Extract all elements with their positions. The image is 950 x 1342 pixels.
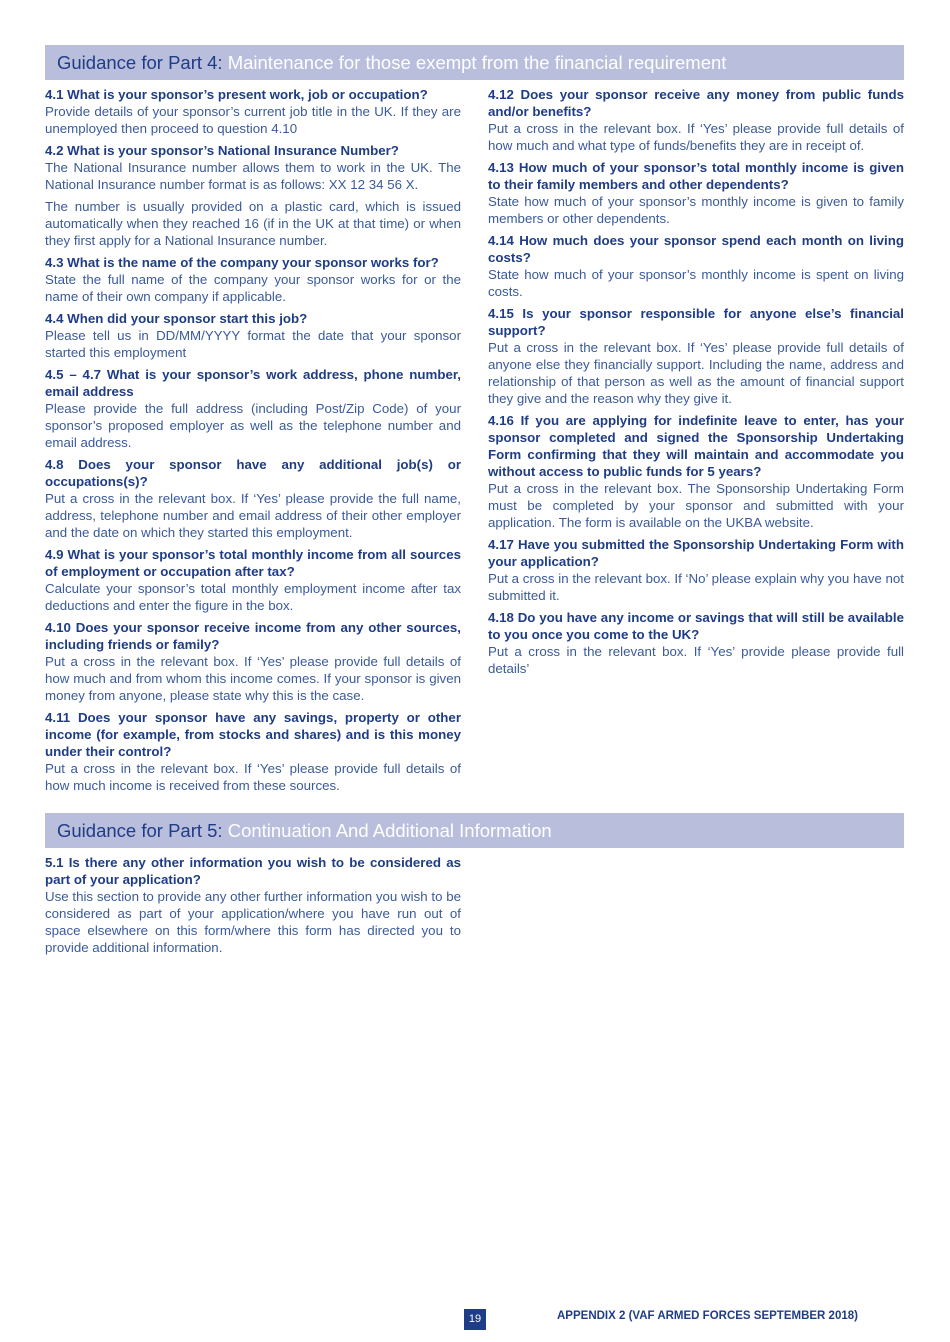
question-heading: 4.15 Is your sponsor responsible for anyone else’s financial support? [488, 306, 904, 338]
answer-text: Calculate your sponsor’s total monthly employment income after tax deductions and enter the figure in the box. [45, 581, 461, 613]
part4-heading [45, 45, 904, 80]
guidance-item [45, 310, 461, 361]
guidance-item [488, 412, 904, 531]
question-heading: 4.9 What is your sponsor’s total monthly income from all sources of employment or occupation after tax? [45, 547, 461, 579]
guidance-item [488, 86, 904, 154]
question-heading: 4.18 Do you have any income or savings that will still be available to you once you come to the UK? [488, 610, 904, 642]
footer-appendix-label: APPENDIX 2 (VAF ARMED FORCES SEPTEMBER 2018) [557, 1310, 858, 1322]
part5-heading [45, 813, 904, 848]
question-heading: 4.5 – 4.7 What is your sponsor’s work address, phone number, email address [45, 367, 461, 399]
page-number: 19 [464, 1309, 486, 1330]
question-heading: 4.3 What is the name of the company your sponsor works for? [45, 255, 439, 270]
question-heading: 4.1 What is your sponsor’s present work, job or occupation? [45, 87, 428, 102]
question-heading: 5.1 Is there any other information you wish to be considered as part of your application? [45, 855, 461, 887]
guidance-item [45, 619, 461, 704]
question-heading: 4.10 Does your sponsor receive income from any other sources, including friends or family? [45, 620, 461, 652]
answer-text: Provide details of your sponsor’s current job title in the UK. If they are unemployed then proceed to question 4.10 [45, 104, 461, 136]
guidance-item [488, 609, 904, 677]
answer-text: State the full name of the company your sponsor works for or the name of their own company if applicable. [45, 272, 461, 304]
answer-text: Please tell us in DD/MM/YYYY format the date that your sponsor started this employment [45, 328, 461, 360]
answer-text: Put a cross in the relevant box. If ‘No’ please explain why you have not submitted it. [488, 571, 904, 603]
answer-text: Use this section to provide any other further information you wish to be considered as part of your application/where you have run out of space elsewhere on this form/where this form has directed you to provide additional information. [45, 889, 461, 955]
answer-text: Put a cross in the relevant box. If ‘Yes’ provide please provide full details’ [488, 644, 904, 676]
question-heading: 4.14 How much does your sponsor spend each month on living costs? [488, 233, 904, 265]
answer-text: The National Insurance number allows them to work in the UK. The National Insurance number format is as follows: XX 12 34 56 X. [45, 160, 461, 192]
answer-text: Put a cross in the relevant box. If ‘Yes’ please provide full details of how much and what type of funds/benefits they are in receipt of. [488, 121, 904, 153]
part4-heading-title: Maintenance for those exempt from the financial requirement [227, 52, 727, 73]
question-heading: 4.4 When did your sponsor start this job? [45, 311, 308, 326]
guidance-item [488, 159, 904, 227]
question-heading: 4.2 What is your sponsor’s National Insurance Number? [45, 143, 399, 158]
guidance-item [488, 232, 904, 300]
guidance-item [45, 456, 461, 541]
question-heading: 4.12 Does your sponsor receive any money from public funds and/or benefits? [488, 87, 904, 119]
guidance-item [45, 854, 461, 956]
answer-text: Please provide the full address (including Post/Zip Code) of your sponsor’s proposed employer as well as the telephone number and email address. [45, 401, 461, 450]
answer-text: Put a cross in the relevant box. If ‘Yes’ please provide full details of anyone else they financially support. Including the name, address and relationship of that person as well as the amount of financial support they give and the reason why they give it. [488, 340, 904, 406]
part4-right-column [488, 86, 904, 682]
guidance-item [45, 86, 461, 137]
answer-text: Put a cross in the relevant box. If ‘Yes’ please provide full details of how much income is received from these sources. [45, 761, 461, 793]
guidance-item [488, 305, 904, 407]
question-heading: 4.13 How much of your sponsor’s total monthly income is given to their family members and other dependents? [488, 160, 904, 192]
answer-text: State how much of your sponsor’s monthly income is spent on living costs. [488, 267, 904, 299]
part5-column [45, 854, 461, 961]
question-heading: 4.11 Does your sponsor have any savings, property or other income (for example, from stocks and shares) and is this money under their control? [45, 710, 461, 759]
answer-text: Put a cross in the relevant box. The Sponsorship Undertaking Form must be completed by your sponsor and submitted with your application. The form is available on the UKBA website. [488, 481, 904, 530]
question-heading: 4.16 If you are applying for indefinite leave to enter, has your sponsor completed and signed the Sponsorship Undertaking Form confirming that they will maintain and accommodate you without access to public funds for 5 years? [488, 413, 904, 479]
question-heading: 4.17 Have you submitted the Sponsorship Undertaking Form with your application? [488, 537, 904, 569]
guidance-item [45, 254, 461, 305]
guidance-item [45, 366, 461, 451]
part5-heading-label: Guidance for Part 5: [57, 820, 223, 841]
question-heading: 4.8 Does your sponsor have any additional job(s) or occupations(s)? [45, 457, 461, 489]
guidance-item [45, 546, 461, 614]
answer-text: Put a cross in the relevant box. If ‘Yes’ please provide full details of how much and from whom this income comes. If your sponsor is given money from anyone, please state why this is the case. [45, 654, 461, 703]
answer-text: The number is usually provided on a plastic card, which is issued automatically when they reached 16 (if in the UK at that time) or when they first apply for a National Insurance number. [45, 199, 461, 248]
guidance-item [488, 536, 904, 604]
answer-text: Put a cross in the relevant box. If ‘Yes’ please provide the full name, address, telephone number and email address of their other employer and the date on which they started this employment. [45, 491, 461, 540]
guidance-item [45, 709, 461, 794]
answer-text: State how much of your sponsor’s monthly income is given to family members or other dependents. [488, 194, 904, 226]
guidance-item [45, 142, 461, 249]
part4-heading-label: Guidance for Part 4: [57, 52, 223, 73]
part5-heading-title: Continuation And Additional Information [227, 820, 552, 841]
part4-left-column [45, 86, 461, 799]
